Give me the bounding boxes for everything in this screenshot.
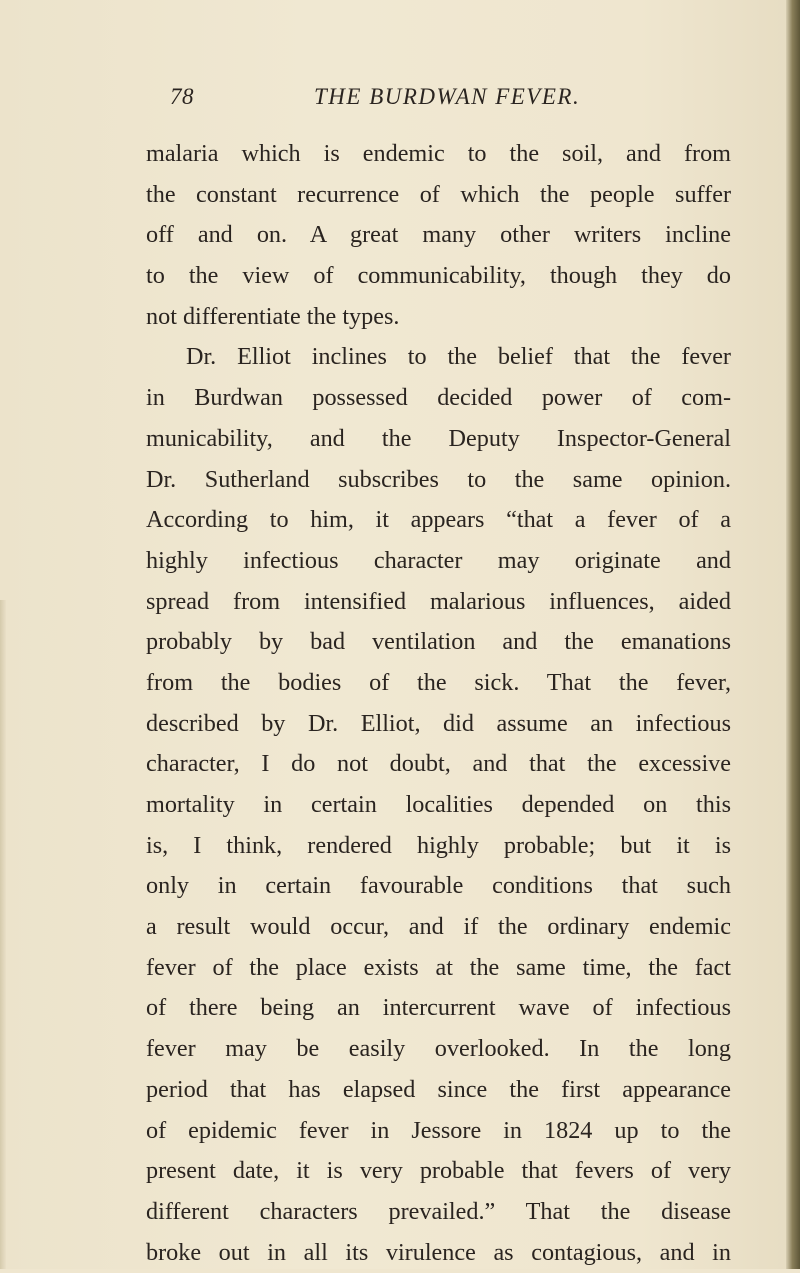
text-line: the constant recurrence of which the people suffer [146,180,731,208]
text-line: of there being an intercurrent wave of infectious [146,994,731,1022]
text-line: present date, it is very probable that fevers of very [146,1157,731,1185]
text-line: municability, and the Deputy Inspector-General [146,424,731,452]
text-line: to the view of communicability, though they do [146,262,731,290]
page-header [170,84,730,118]
text-line: is, I think, rendered highly probable; but it is [146,831,731,859]
text-line: Dr. Elliot inclines to the belief that the fever [186,343,731,371]
text-line: Dr. Sutherland subscribes to the same opinion. [146,465,731,493]
text-line: off and on. A great many other writers incline [146,221,731,249]
text-line: spread from intensified malarious influences, aided [146,587,731,615]
page-number: 78 [170,84,194,109]
text-line: described by Dr. Elliot, did assume an infectious [146,709,731,737]
text-line: broke out in all its virulence as contagious, and in [146,1238,731,1266]
page-edge-shadow [786,0,800,1269]
text-line: period that has elapsed since the first appearance [146,1075,731,1103]
text-line: mortality in certain localities depended on this [146,791,731,818]
text-line: malaria which is endemic to the soil, and from [146,140,731,167]
text-line: a result would occur, and if the ordinary endemic [146,913,731,941]
page-edge-left [0,600,6,1269]
text-line: of epidemic fever in Jessore in 1824 up to the [146,1116,731,1144]
text-line: probably by bad ventilation and the emanations [146,628,731,656]
text-line: fever may be easily overlooked. In the long [146,1035,731,1063]
text-line: highly infectious character may originate and [146,546,731,574]
body-text [146,134,731,1273]
text-line: character, I do not doubt, and that the excessive [146,750,731,778]
text-line: different characters prevailed.” That the disease [146,1197,731,1225]
text-line: not differentiate the types. [146,302,400,330]
text-line: According to him, it appears “that a fever of a [146,506,731,534]
text-line: from the bodies of the sick. That the fever, [146,668,731,696]
running-title: THE BURDWAN FEVER. [314,84,581,109]
text-line: in Burdwan possessed decided power of com- [146,384,731,412]
text-line: only in certain favourable conditions that such [146,872,731,900]
text-line: fever of the place exists at the same time, the fact [146,953,731,981]
